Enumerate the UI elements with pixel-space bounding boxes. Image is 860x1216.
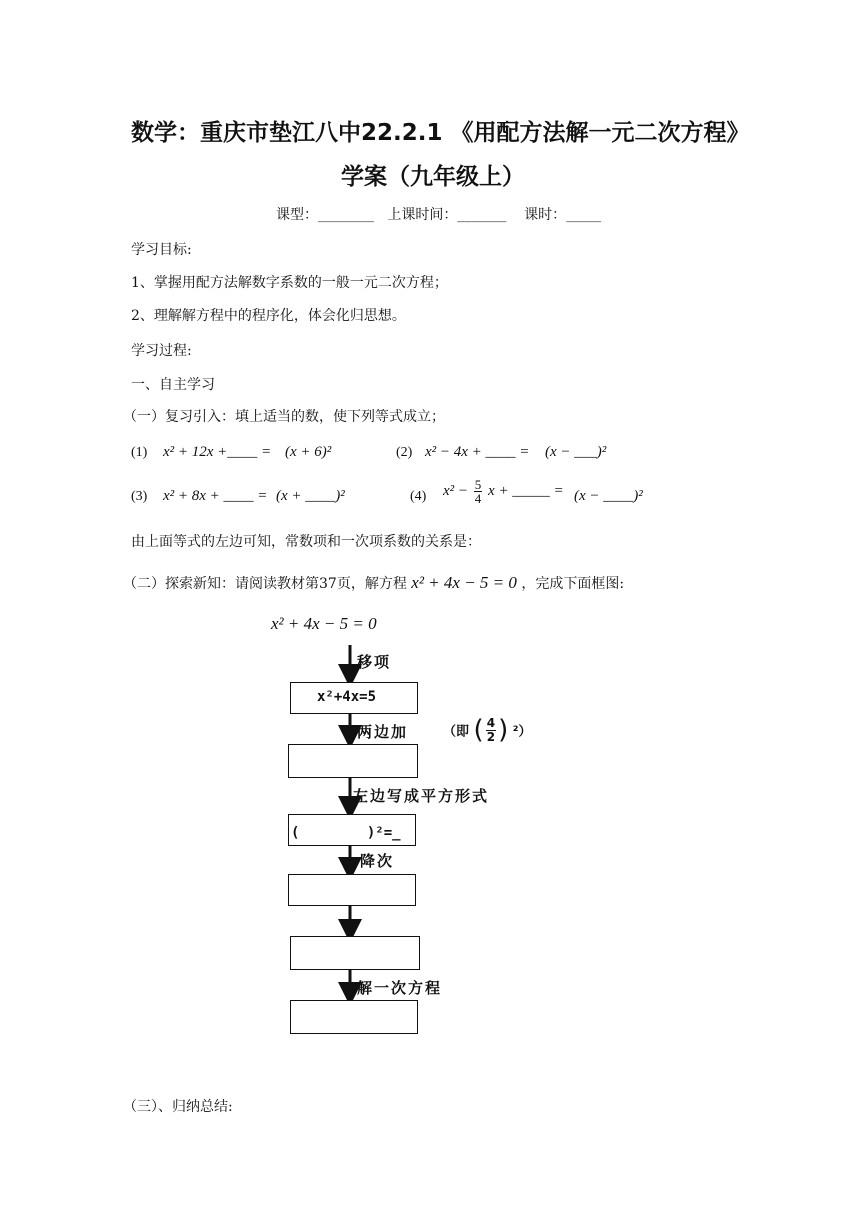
part1-review: （一）复习引入：填上适当的数，使下列等式成立； (123, 409, 445, 425)
step-add-both-sides-label: 两边加 (357, 723, 409, 741)
objective-item-2: 2、理解解方程中的程序化，体会化归思想。 (131, 308, 406, 324)
note-frac-num: 4 (486, 715, 496, 730)
eq3-number: (3) (131, 489, 148, 504)
eq4-frac-den: 4 (474, 491, 482, 506)
step-move-terms-label: 移项 (357, 653, 392, 671)
page-title-line2: 学案（九年级上） (341, 164, 525, 190)
eq4-rhs: (x − ____)² (574, 488, 643, 504)
flow-box-6 (290, 1000, 418, 1034)
eq2-number: (2) (396, 445, 413, 460)
part2-prefix: （二）探索新知：请阅读教材第37页，解方程 (123, 576, 407, 592)
eq2-lhs: x² − 4x + ____ = (425, 444, 530, 460)
eq1-rhs: (x + 6)² (285, 444, 332, 460)
flow-box-2 (288, 744, 418, 778)
eq3-rhs: (x + ____)² (276, 488, 345, 504)
flow-box-1 (290, 682, 418, 714)
eq4-lhs-b: x + _____ = (488, 482, 564, 499)
process-heading: 学习过程: (131, 343, 192, 359)
eq4-frac-num: 5 (474, 477, 482, 492)
flow-start-equation: x² + 4x − 5 = 0 (271, 614, 377, 633)
step-square-form-label: 左边写成平方形式 (353, 787, 490, 805)
objective-item-1: 1、掌握用配方法解数字系数的一般一元二次方程； (131, 275, 448, 291)
eq2-rhs: (x − ___)² (545, 444, 607, 460)
objectives-heading: 学习目标: (131, 242, 192, 258)
conclusion-text: 由上面等式的左边可知，常数项和一次项系数的关系是： (131, 534, 481, 550)
flow-box-5 (290, 936, 420, 970)
note-frac-den: 2 (486, 729, 496, 744)
eq4-number: (4) (410, 489, 427, 504)
section-self-study: 一、自主学习 (131, 377, 215, 393)
part3-summary: （三）、归纳总结: (123, 1099, 233, 1115)
step-reduce-degree-label: 降次 (360, 852, 395, 870)
eq3-lhs: x² + 8x + ____ = (163, 488, 268, 504)
meta-line: 课型：________ 上课时间：_______ 课时：_____ (276, 207, 602, 223)
note-prefix: （即 (443, 724, 470, 740)
part2-equation: x² + 4x − 5 = 0 (411, 573, 517, 592)
part2-suffix: ，完成下面框图: (521, 576, 625, 592)
note-suffix: ²） (512, 724, 532, 740)
flow-box-4 (288, 874, 416, 906)
flow-box-1-text: x²+4x=5 (317, 689, 377, 705)
note-fraction (486, 717, 496, 744)
flow-box-3 (288, 814, 416, 846)
step-solve-linear-label: 解一次方程 (357, 979, 443, 997)
flow-box-3-text: ( )²=_ (291, 825, 401, 841)
eq1-number: (1) (131, 445, 148, 460)
step-add-both-sides-note: （即 ( $\frac{4}{2}$ ) ²） (443, 715, 532, 745)
eq4-lhs-a: x² − (443, 482, 469, 499)
eq1-lhs: x² + 12x +____ = (163, 444, 272, 460)
page-title-line1: 数学：重庆市垫江八中22.2.1 《用配方法解一元二次方程》 (131, 120, 750, 146)
